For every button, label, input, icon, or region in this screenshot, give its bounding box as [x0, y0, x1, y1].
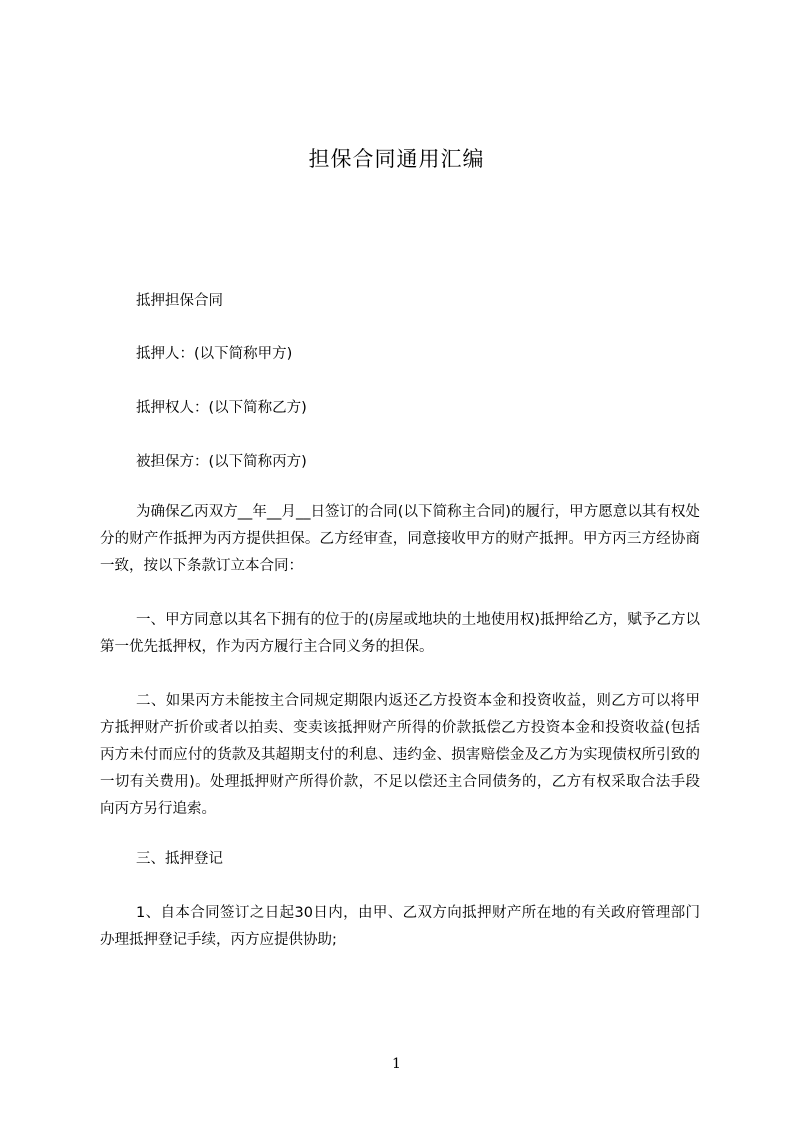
paragraph-mortgagee: 抵押权人：(以下简称乙方) — [136, 400, 307, 416]
document-title: 担保合同通用汇编 — [308, 147, 485, 171]
paragraph-clause-2: 二、如果丙方未能按主合同规定期限内返还乙方投资本金和投资收益，则乙方可以将甲方抵押财产折价或者以拍卖、变卖该抵押财产所得的价款抵偿乙方投资本金和投资收益(包括丙方未付而应付的货款及其超期支付的利息、违约金、损害赔偿金及乙方为实现债权所引致的一切有关费用)。处理抵押财产所得价款，不足以偿还主合同债务的，乙方有权采取合法手段向丙方另行追索。 — [100, 693, 700, 817]
paragraph-clause-3-item-1: 1、自本合同签订之日起30日内，由甲、乙双方向抵押财产所在地的有关政府管理部门办理抵押登记手续，丙方应提供协助; — [100, 905, 700, 948]
paragraph-clause-3-heading: 三、抵押登记 — [136, 851, 223, 867]
paragraph-clause-1: 一、甲方同意以其名下拥有的位于的(房屋或地块的土地使用权)抵押给乙方，赋予乙方以第一优先抵押权，作为丙方履行主合同义务的担保。 — [100, 612, 700, 655]
paragraph-heading-mortgage-contract: 抵押担保合同 — [136, 293, 223, 309]
paragraph-guaranteed-party: 被担保方：(以下简称丙方) — [136, 454, 307, 470]
paragraph-preamble: 为确保乙丙双方__年__月__日签订的合同(以下简称主合同)的履行，甲方愿意以其有权处分的财产作抵押为丙方提供担保。乙方经审查，同意接收甲方的财产抵押。甲方丙三方经协商一致，按以下条款订立本合同： — [100, 504, 700, 574]
page-number: 1 — [392, 1056, 401, 1072]
paragraph-mortgagor: 抵押人：(以下简称甲方) — [136, 346, 293, 362]
